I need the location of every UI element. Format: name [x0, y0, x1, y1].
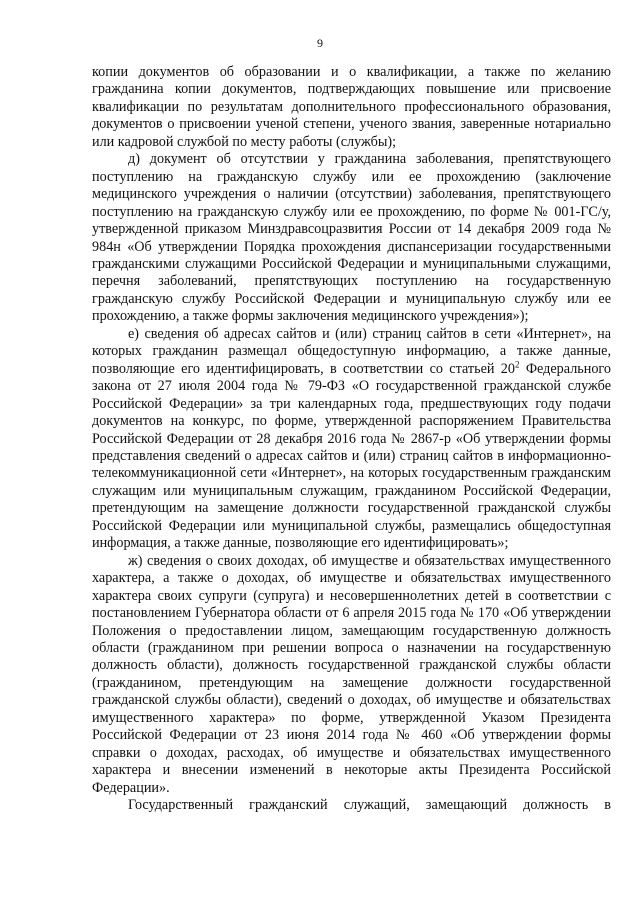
document-body [92, 64, 611, 814]
paragraph-civil-servant: Государственный гражданский служащий, замещающий должность в [128, 797, 611, 814]
paragraph-education-documents: копии документов об образовании и о квалификации, а также по желанию гражданина копии документов, подтверждающих повышение или присвоение квалификации по результатам дополнительного профессионального образования, документов о присвоении ученой степени, ученого звания, заверенные нотариально или кадровой службой по месту работы (службы); [92, 64, 611, 150]
article-superscript: 2 [515, 358, 520, 369]
paragraph-internet-sites-text-after: Федерального закона от 27 июля 2004 года № 79-ФЗ «О государственной гражданской службе Российской Федерации» за три календарных года, предшествующих году подачи документов на конкурс, по форме, утвержденной распоряжением Правительства Российской Федерации от 28 декабря 2016 года № 2867-р «Об утверждении формы представления сведений о адресах сайтов и (или) страниц сайтов в информационно-телекоммуникационной сети «Интернет», на которых государственным гражданским служащим или муниципальным служащим, гражданином Российской Федерации, претендующим на замещение должности государственной гражданской службы Российской Федерации или муниципальной службы, размещались общедоступная информация, а также данные, позволяющие его идентифицировать»; [92, 360, 611, 552]
paragraph-income-declaration: ж) сведения о своих доходах, об имуществе и обязательствах имущественного характера, а также о доходах, об имуществе и обязательствах имущественного характера своих супруги (супруга) и несовершеннолетних детей в соответствии с постановлением Губернатора области от 6 апреля 2015 года № 170 «Об утверждении Положения о предоставлении лицом, замещающим государственную должность области (гражданином при решении вопроса о назначении на государственную должность области), должность государственной гражданской службы области (гражданином, претендующим на замещение должности государственной гражданской службы области), сведений о доходах, об имуществе и обязательствах имущественного характера» по форме, утвержденной Указом Президента Российской Федерации от 23 июня 2014 года № 460 «Об утверждении формы справки о доходах, расходах, об имуществе и обязательствах имущественного характера и внесении изменений в некоторые акты Президента Российской Федерации». [92, 552, 611, 796]
page-number: 9 [317, 36, 323, 50]
paragraph-internet-sites [92, 326, 611, 553]
paragraph-medical-certificate: д) документ об отсутствии у гражданина заболевания, препятствующего поступлению на гражданскую службу или ее прохождению (заключение медицинского учреждения о наличии (отсутствии) заболевания, препятствующего поступлению на гражданскую службу или ее прохождению, по форме № 001-ГС/у, утвержденной приказом Минздравсоцразвития России от 14 декабря 2009 года № 984н «Об утверждении Порядка прохождения диспансеризации государственными гражданскими служащими Российской Федерации и муниципальными служащими, перечня заболеваний, препятствующих поступлению на государственную гражданскую службу Российской Федерации и муниципальную службу или ее прохождению, а также формы заключения медицинского учреждения»); [92, 151, 611, 325]
paragraph-internet-sites-text-before: е) сведения об адресах сайтов и (или) страниц сайтов в сети «Интернет», на которых гражданин размещал общедоступную информацию, а также данные, позволяющие его идентифицировать, в соответствии со статьей 20 [92, 325, 611, 377]
